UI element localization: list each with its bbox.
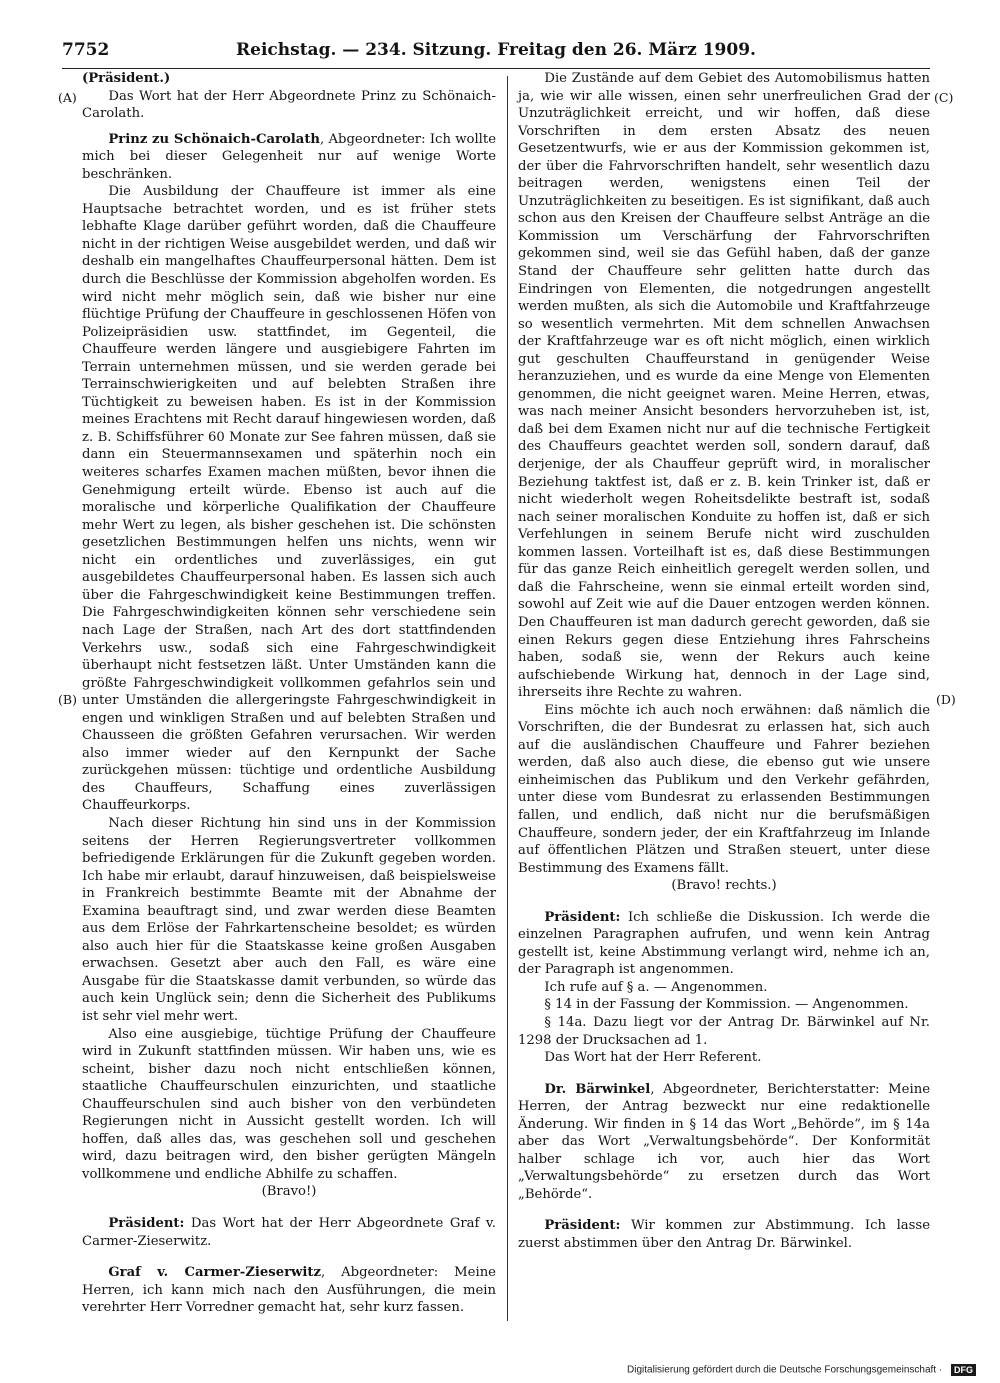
footer-credit: Digitalisierung gefördert durch die Deutsche Forschungsgemeinschaft · <box>627 1364 943 1376</box>
president-statement: Präsident: Wir kommen zur Abstimmung. Ich lasse zuerst abstimmen über den Antrag Dr. Bärwinkel. <box>518 1218 930 1251</box>
margin-marker-b: (B) <box>58 692 77 707</box>
applause-note: (Bravo!) <box>261 1184 317 1200</box>
page-header <box>62 36 930 69</box>
paragraph: Die Ausbildung der Chauffeure ist immer als eine Hauptsache betrachtet worden, und es ist früher stets lebhafte Klage darüber geführt worden, daß die Chauffeure nicht in der richtigen Weise ausgebildet werden, und daß wir deshalb ein mangelhaftes Chauffeurpersonal hätten. Dem ist durch die Beschlüsse der Kommission abgeholfen worden. Es wird nicht mehr möglich sein, daß wie bisher nur eine flüchtige Prüfung der Chauffeure in geschlossenen Höfen von Polizeipräsidien usw. stattfindet, im Gegenteil, die Chauffeure werden längere und ausgiebigere Fahrten im Terrain unternehmen müssen, und sie werden gerade bei Terrainschwierigkeiten und auf belebten Straßen ihre Tüchtigkeit zu beweisen haben. Es ist in der Kommission meines Erachtens mit Recht darauf hingewiesen worden, daß z. B. Schiffsführer 60 Monate zur See fahren müssen, daß sie dann ein Steuermannsexamen und späterhin noch ein weiteres scharfes Examen machen müßten, bevor ihnen die Genehmigung erteilt würde. Ebenso ist auch auf die moralische und körperliche Qualifikation der Chauffeure mehr Wert zu legen, als bisher geschehen ist. Die schönsten gesetzlichen Bestimmungen helfen uns nichts, wenn wir nicht ein ordentliches und zuverlässiges, ein gut ausgebildetes Chauffeurpersonal haben. Es lassen sich auch über die Fahrgeschwindigkeit keine Bestimmungen treffen. Die Fahrgeschwindigkeiten können sehr verschiedene sein nach Lage der Straßen, nach Art des dort stattfindenden Verkehrs usw., sodaß sich eine Fahrgeschwindigkeit überhaupt nicht festsetzen läßt. Unter Umständen kann die größte Fahrgeschwindigkeit vollkommen gefahrlos sein und unter Umständen die allergeringste Fahrgeschwindigkeit in engen und winkligen Straßen und auf belebten Straßen und Chausseen die größten Gefahren verursachen. Wir werden also immer wieder auf den Kernpunkt der Sache zurückgehen müssen: tüchtige und ordentliche Ausbildung des Chauffeurs, Schaffung eines zuverlässigen Chauffeurkorps. <box>82 184 496 814</box>
left-column <box>82 70 496 1317</box>
paragraph: § 14a. Dazu liegt vor der Antrag Dr. Bärwinkel auf Nr. 1298 der Drucksachen ad 1. <box>518 1014 930 1048</box>
page-number: 7752 <box>62 40 110 60</box>
applause-note: (Bravo! rechts.) <box>671 878 777 894</box>
paragraph: Eins möchte ich auch noch erwähnen: daß nämlich die Vorschriften, die der Bundesrat zu erlassen hat, sich auch auf die ausländischen Chauffeure und Fahrer beziehen werden, daß also auch diese, die ebenso gut wie unsere einheimischen das Publikum und den Verkehr gefährden, unter diese vom Bundesrat zu erlassenden Bestimmungen fallen, und endlich, daß nicht nur die berufsmäßigen Chauffeure, sondern jeder, der ein Kraftfahrzeug im Inlande auf öffentlichen Plätzen und Straßen steuert, unter diese Bestimmung des Examens fällt. <box>518 702 930 876</box>
footer <box>627 1364 976 1376</box>
paragraph: Ich rufe auf § a. — Angenommen. <box>544 979 768 995</box>
right-column <box>518 70 930 1253</box>
speech-intro: Dr. Bärwinkel, Abgeordneter, Berichterstatter: Meine Herren, der Antrag bezweckt nur eine redaktionelle Änderung. Wir finden in § 14 das Wort „Behörde“, im § 14a aber das Wort „Verwaltungsbehörde“. Der Konformität halber schlage ich vor, auch hier das Wort „Verwaltungsbehörde“ zu ersetzen durch das Wort „Behörde“. <box>518 1081 930 1202</box>
paragraph: Nach dieser Richtung hin sind uns in der Kommission seitens der Herren Regierungsvertreter vollkommen befriedigende Erklärungen für die Zukunft gegeben worden. Ich habe mir erlaubt, darauf hinzuweisen, daß beispielsweise in Frankreich bestimmte Beamte mit der Abnahme der Examina beauftragt sind, und zwar werden diese Beamten aus dem Erlöse der Fahrkartenscheine besoldet; es würden also auch hier für die Staatskasse keine großen Ausgaben erwachsen. Gesetzt aber auch den Fall, es wäre eine Ausgabe für die Staatskasse damit verbunden, so würde das auch kein Unglück sein; denn die Sicherheit des Publikums ist sehr viel mehr wert. <box>82 815 496 1024</box>
paragraph: Also eine ausgiebige, tüchtige Prüfung der Chauffeure wird in Zukunft stattfinden müssen. Wir haben uns, wie es scheint, bisher dazu noch nicht entschließen können, staatliche Chauffeurschulen einzurichten, und staatliche Chauffeurschulen sind auch bisher von den verbündeten Regierungen nicht in Aussicht gestellt worden. Ich will hoffen, daß alles das, was geschehen soll und geschehen wird, dazu beitragen wird, den bisher gerügten Mängeln vollkommene und endliche Abhilfe zu schaffen. <box>82 1026 496 1182</box>
paragraph: Das Wort hat der Herr Abgeordnete Prinz zu Schönaich-Carolath. <box>82 88 496 122</box>
president-statement: Präsident: Das Wort hat der Herr Abgeordnete Graf v. Carmer-Zieserwitz. <box>82 1216 496 1249</box>
running-head: Reichstag. — 234. Sitzung. Freitag den 26. März 1909. <box>236 40 756 60</box>
paragraph: § 14 in der Fassung der Kommission. — Angenommen. <box>544 997 909 1013</box>
margin-marker-d: (D) <box>936 692 956 707</box>
column-divider <box>507 76 508 1321</box>
paragraph: Das Wort hat der Herr Referent. <box>544 1050 762 1066</box>
speech-intro: Graf v. Carmer-Zieserwitz, Abgeordneter: Meine Herren, ich kann mich nach den Ausführungen, die mein verehrter Herr Vorredner gemacht hat, sehr kurz fassen. <box>82 1265 496 1316</box>
speaker-continuation: (Präsident.) <box>82 71 171 86</box>
speech-intro: Prinz zu Schönaich-Carolath, Abgeordneter: Ich wollte mich bei dieser Gelegenheit nur auf wenige Worte beschränken. <box>82 131 497 182</box>
dfg-logo: DFG <box>951 1364 976 1376</box>
margin-marker-a: (A) <box>58 90 77 105</box>
president-statement: Präsident: Ich schließe die Diskussion. Ich werde die einzelnen Paragraphen aufrufen, und wenn kein Antrag gestellt ist, keine Abstimmung verlangt wird, nehme ich an, der Paragraph ist angenommen. <box>518 909 930 978</box>
paragraph: Die Zustände auf dem Gebiet des Automobilismus hatten ja, wie wir alle wissen, einen sehr unerfreulichen Grad der Unzuträglichkeit erreicht, und wir hoffen, daß diese Vorschriften in dem ersten Absatz des neuen Gesetzentwurfs, wie er aus der Kommission gekommen ist, der über die Fahrvorschriften handelt, sehr wesentlich dazu beitragen werden, wenigstens einen Teil der Unzuträglichkeiten zu beseitigen. Es ist signifikant, daß auch schon aus den Kreisen der Chauffeure selbst Anträge an die Kommission um Verschärfung der Fahrvorschriften gekommen sind, weil sie das Gefühl haben, daß der ganze Stand der Chauffeure sehr gelitten hatte durch das Eindringen von Elementen, die notgedrungen angestellt werden mußten, als sich die Automobile und Kraftfahrzeuge so wesentlich vermehrten. Mit dem schnellen Anwachsen der Kraftfahrzeuge war es oft nicht möglich, einen wirklich gut geschulten Chauffeurstand in genügender Weise heranzuziehen, und es wurde da eine Menge von Elementen genommen, die nicht geeignet waren. Meine Herren, etwas, was nach meiner Ansicht besonders hervorzuheben ist, ist, daß bei dem Examen nicht nur auf die technische Fertigkeit des Chauffeurs geachtet werden soll, sondern darauf, daß derjenige, der als Chauffeur geprüft wird, in moralischer Beziehung taktfest ist, daß er z. B. kein Trinker ist, daß er nicht wiederholt wegen Roheitsdelikte bestraft ist, sodaß nach seiner moralischen Konduite zu hoffen ist, daß er sich Verfehlungen in seinem Berufe nicht wird zuschulden kommen lassen. Vorteilhaft ist es, daß diese Bestimmungen für das ganze Reich einheitlich geregelt werden sollen, und daß die Fahrscheine, wenn sie einmal erteilt worden sind, sowohl auf Zeit wie auf die Dauer entzogen werden können. Den Chauffeuren ist man dadurch gerecht geworden, daß sie einen Rekurs gegen diese Entziehung ihres Fahrscheins haben, sodaß sie, wenn der Rekurs auch keine aufschiebende Wirkung hat, dennoch in der Lage sind, ihrerseits ihre Rechte zu wahren. <box>518 71 930 701</box>
margin-marker-c: (C) <box>934 90 954 105</box>
